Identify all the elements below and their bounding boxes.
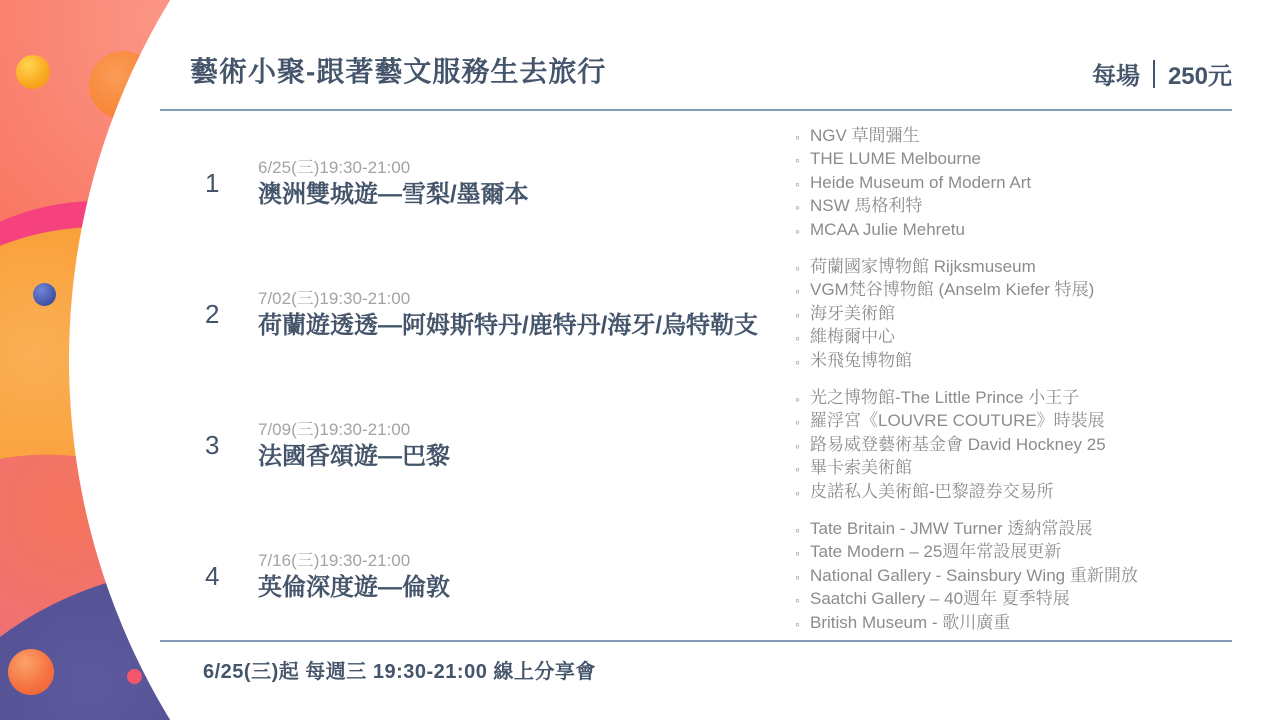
bullet-icon: ◦ xyxy=(795,353,800,370)
session-number: 4 xyxy=(205,561,220,591)
venue-text: NSW 馬格利特 xyxy=(810,196,923,216)
bullet-icon: ◦ xyxy=(795,461,800,478)
bullet-icon: ◦ xyxy=(795,306,800,323)
venue-item xyxy=(795,219,1232,242)
bullet-icon: ◦ xyxy=(795,152,800,169)
venue-text: MCAA Julie Mehretu xyxy=(810,219,965,239)
venue-list xyxy=(795,256,1232,373)
session-list xyxy=(160,118,1232,642)
bullet-icon: ◦ xyxy=(795,175,800,192)
venue-item xyxy=(795,326,1232,349)
price-label: 每場 xyxy=(1091,63,1140,90)
venue-text: 海牙美術館 xyxy=(810,303,895,323)
bullet-icon: ◦ xyxy=(795,484,800,501)
venue-item xyxy=(795,565,1232,588)
venue-item xyxy=(795,518,1232,541)
page-title: 藝術小聚-跟著藝文服務生去旅行 xyxy=(190,56,607,87)
venue-text: 米飛兔博物館 xyxy=(810,350,912,370)
session-title: 英倫深度遊—倫敦 xyxy=(258,574,450,601)
venue-item xyxy=(795,256,1232,279)
venue-text: Heide Museum of Modern Art xyxy=(810,172,1032,192)
venue-text: NGV 草間彌生 xyxy=(810,125,920,145)
price-separator xyxy=(1153,60,1155,88)
price-value: 250元 xyxy=(1167,63,1232,90)
venue-item xyxy=(795,279,1232,302)
bullet-icon: ◦ xyxy=(795,259,800,276)
venue-list xyxy=(795,125,1232,242)
session-row-4 xyxy=(160,511,1232,642)
bullet-icon: ◦ xyxy=(795,128,800,145)
session-date: 7/02(三)19:30-21:00 xyxy=(258,289,411,308)
venue-text: VGM梵谷博物館 (Anselm Kiefer 特展) xyxy=(810,280,1095,300)
bullet-icon: ◦ xyxy=(795,592,800,609)
venue-text: 皮諾私人美術館-巴黎證券交易所 xyxy=(810,481,1054,501)
session-row-1 xyxy=(160,118,1232,249)
price-badge xyxy=(1092,56,1232,91)
bullet-icon: ◦ xyxy=(795,283,800,300)
venue-text: 路易威登藝術基金會 David Hockney 25 xyxy=(810,434,1106,454)
session-title: 澳洲雙城遊—雪梨/墨爾本 xyxy=(258,181,529,208)
venue-item xyxy=(795,148,1232,171)
session-date: 7/09(三)19:30-21:00 xyxy=(258,420,411,439)
session-main xyxy=(258,419,795,472)
venue-item xyxy=(795,481,1232,504)
venue-text: 羅浮宮《LOUVRE COUTURE》時裝展 xyxy=(810,411,1105,431)
venue-list xyxy=(795,518,1232,635)
session-date: 6/25(三)19:30-21:00 xyxy=(258,158,411,177)
venue-text: British Museum - 歌川廣重 xyxy=(810,612,1011,632)
venue-item xyxy=(795,387,1232,410)
venue-item xyxy=(795,172,1232,195)
session-number: 2 xyxy=(205,299,220,329)
session-row-3 xyxy=(160,380,1232,511)
bullet-icon: ◦ xyxy=(795,568,800,585)
session-number: 1 xyxy=(205,168,220,198)
venue-item xyxy=(795,434,1232,457)
session-number: 3 xyxy=(205,430,220,460)
venue-text: 荷蘭國家博物館 Rijksmuseum xyxy=(810,256,1036,276)
bullet-icon: ◦ xyxy=(795,545,800,562)
bullet-icon: ◦ xyxy=(795,222,800,239)
session-main xyxy=(258,288,795,341)
session-title: 法國香頌遊—巴黎 xyxy=(258,443,450,470)
venue-text: Saatchi Gallery – 40週年 夏季特展 xyxy=(810,589,1070,609)
venue-text: Tate Modern – 25週年常設展更新 xyxy=(810,542,1062,562)
bullet-icon: ◦ xyxy=(795,437,800,454)
venue-item xyxy=(795,457,1232,480)
venue-item xyxy=(795,303,1232,326)
bullet-icon: ◦ xyxy=(795,414,800,431)
venue-text: Tate Britain - JMW Turner 透納常設展 xyxy=(810,518,1093,538)
header-divider xyxy=(160,109,1232,111)
bullet-icon: ◦ xyxy=(795,390,800,407)
venue-item xyxy=(795,350,1232,373)
session-main xyxy=(258,550,795,603)
venue-item xyxy=(795,541,1232,564)
venue-item xyxy=(795,410,1232,433)
venue-text: 光之博物館-The Little Prince 小王子 xyxy=(810,387,1080,407)
bullet-icon: ◦ xyxy=(795,615,800,632)
bullet-icon: ◦ xyxy=(795,330,800,347)
venue-item xyxy=(795,125,1232,148)
footer-divider xyxy=(160,640,1232,642)
venue-text: 維梅爾中心 xyxy=(810,327,895,347)
venue-item xyxy=(795,588,1232,611)
bullet-icon: ◦ xyxy=(795,199,800,216)
venue-text: National Gallery - Sainsbury Wing 重新開放 xyxy=(810,565,1138,585)
venue-text: THE LUME Melbourne xyxy=(810,149,982,169)
session-date: 7/16(三)19:30-21:00 xyxy=(258,551,411,570)
venue-item xyxy=(795,195,1232,218)
venue-text: 畢卡索美術館 xyxy=(810,458,912,478)
bullet-icon: ◦ xyxy=(795,521,800,538)
venue-item xyxy=(795,612,1232,635)
session-row-2 xyxy=(160,249,1232,380)
footer-note: 6/25(三)起 每週三 19:30-21:00 線上分享會 xyxy=(203,661,596,683)
session-title: 荷蘭遊透透—阿姆斯特丹/鹿特丹/海牙/烏特勒支 xyxy=(258,312,759,339)
session-main xyxy=(258,157,795,210)
venue-list xyxy=(795,387,1232,504)
